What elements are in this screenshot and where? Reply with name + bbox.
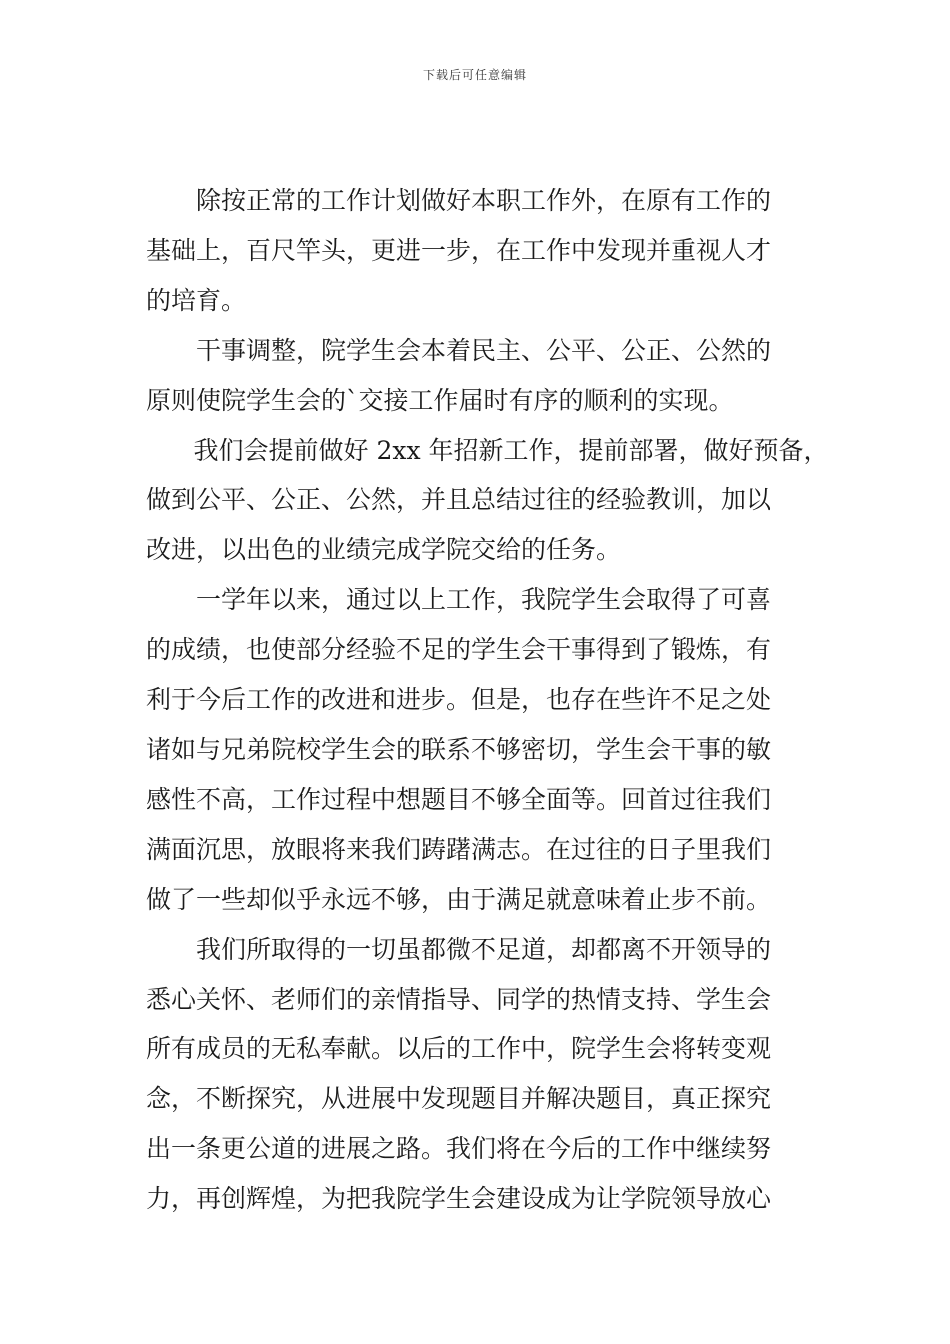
paragraph-line: 诸如与兄弟院校学生会的联系不够密切，学生会干事的敏 — [146, 734, 772, 764]
paragraph-line: 利于今后工作的改进和进步。但是，也存在些许不足之处 — [146, 685, 772, 715]
paragraph-1 — [146, 176, 810, 326]
paragraph-line: 悉心关怀、老师们的亲情指导、同学的热情支持、学生会 — [146, 984, 772, 1014]
paragraph-line: 感性不高，工作过程中想题目不够全面等。回首过往我们 — [146, 784, 772, 814]
paragraph-line: 念，不断探究，从进展中发现题目并解决题目，真正探究 — [146, 1084, 772, 1114]
paragraph-line: 出一条更公道的进展之路。我们将在今后的工作中继续努 — [146, 1134, 772, 1164]
paragraph-line: 基础上，百尺竿头，更进一步，在工作中发现并重视人才 — [146, 235, 772, 265]
page-header: 下载后可任意编辑 — [422, 68, 527, 82]
paragraph-line: 所有成员的无私奉献。以后的工作中，院学生会将转变观 — [146, 1034, 772, 1064]
paragraph-line: 除按正常的工作计划做好本职工作外，在原有工作的 — [196, 186, 772, 215]
paragraph-2 — [146, 326, 810, 426]
paragraph-line: 我们所取得的一切虽都微不足道，却都离不开领导的 — [196, 934, 772, 964]
paragraph-3 — [146, 426, 829, 576]
paragraph-4 — [146, 575, 810, 924]
paragraph-5 — [146, 925, 810, 1224]
paragraph-line: 做到公平、公正、公然，并且总结过往的经验教训，加以 — [146, 485, 772, 515]
paragraph-line: 力，再创辉煌，为把我院学生会建设成为让学院领导放心 — [146, 1184, 772, 1214]
paragraph-line: 的成绩，也使部分经验不足的学生会干事得到了锻炼，有 — [146, 635, 772, 665]
paragraph-line: 满面沉思，放眼将来我们踌躇满志。在过往的日子里我们 — [146, 834, 772, 864]
paragraph-line: 原则使院学生会的`交接工作届时有序的顺利的实现。 — [146, 385, 734, 415]
paragraph-line: 的培育。 — [146, 285, 247, 315]
paragraph-line: 干事调整，院学生会本着民主、公平、公正、公然的 — [196, 335, 772, 365]
paragraph-line: 我们会提前做好 2xx 年招新工作，提前部署，做好预备， — [193, 435, 829, 465]
paragraph-line: 一学年以来，通过以上工作，我院学生会取得了可喜 — [196, 585, 772, 615]
paragraph-line: 做了一些却似乎永远不够，由于满足就意味着止步不前。 — [146, 884, 772, 914]
paragraph-line: 改进，以出色的业绩完成学院交给的任务。 — [146, 535, 622, 565]
document-body — [146, 176, 829, 1224]
